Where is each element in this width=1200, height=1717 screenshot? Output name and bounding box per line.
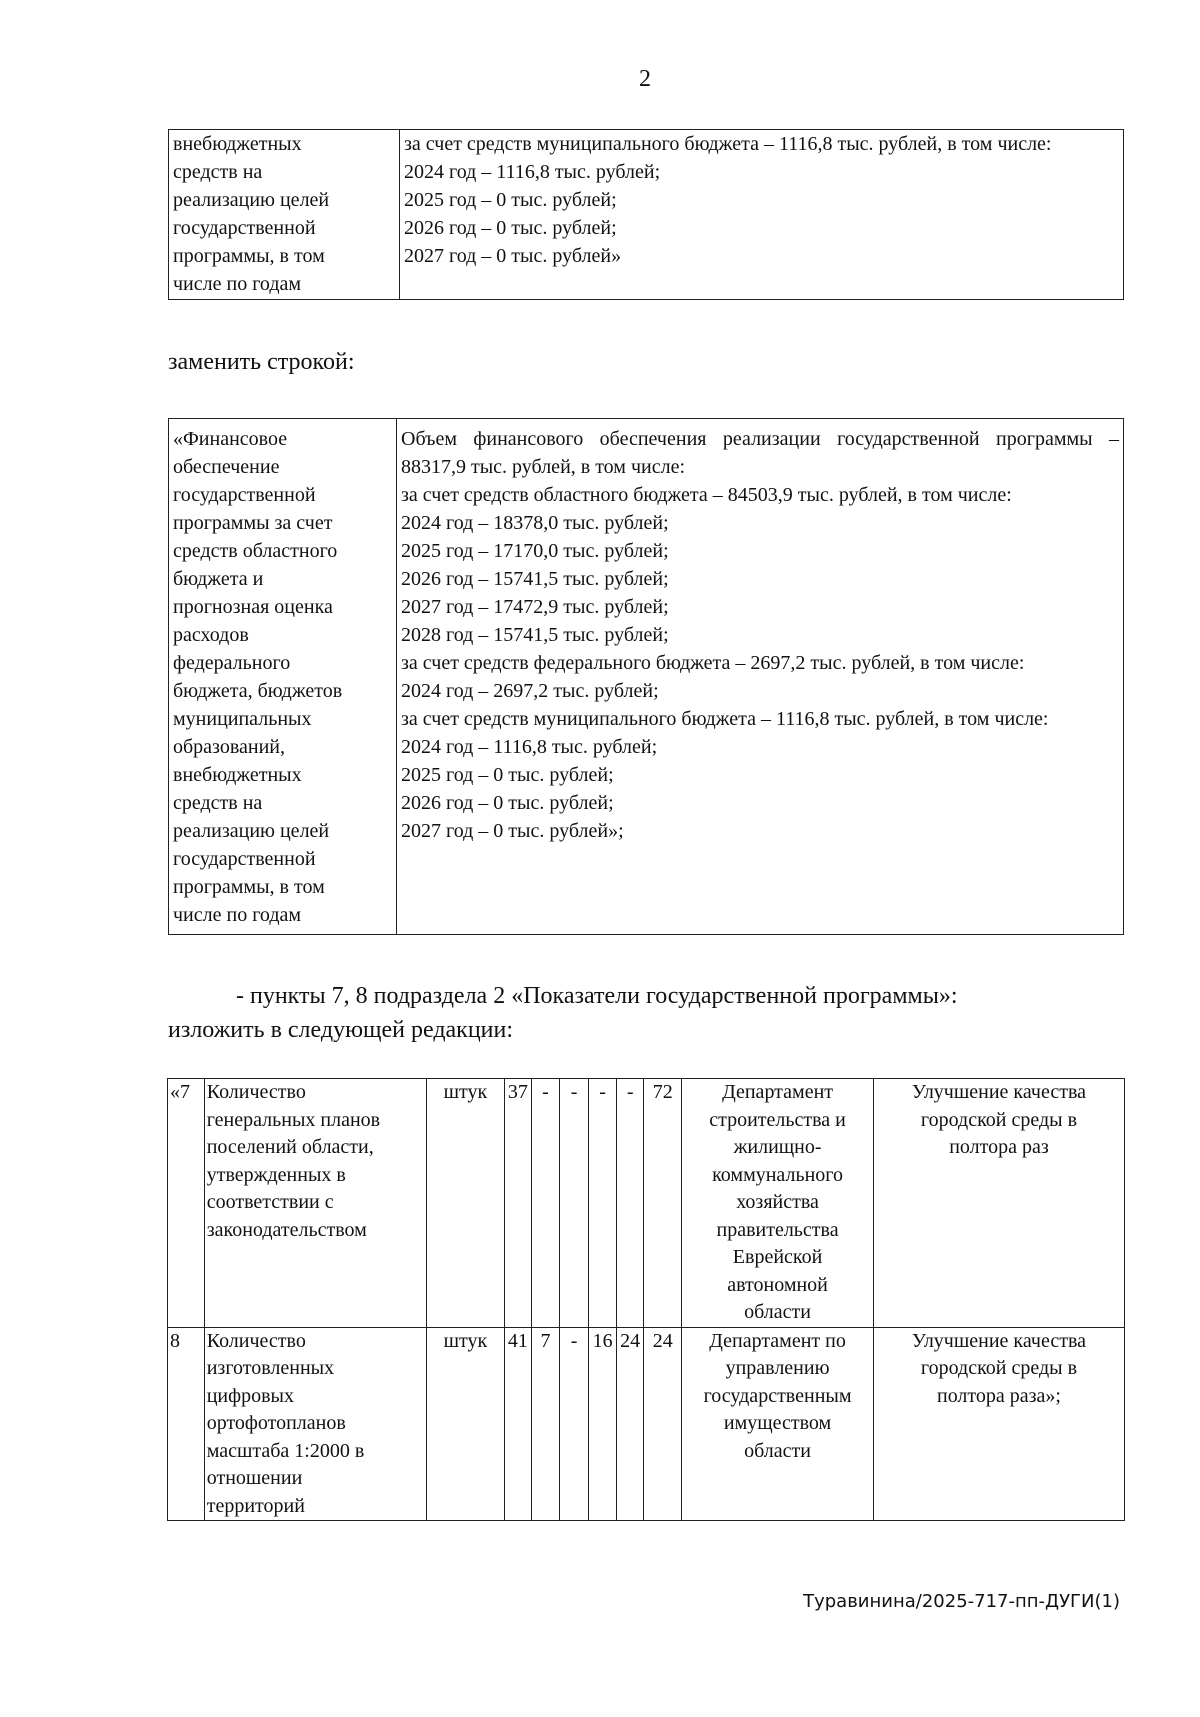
responsible-line: управлению	[725, 1357, 830, 1379]
value-cell: 16	[589, 1327, 617, 1521]
value-line: за счет средств муниципального бюджета – 1116,8 тыс. рублей, в том числе:	[401, 708, 1049, 730]
name-line: ортофотопланов	[206, 1412, 346, 1434]
responsible-line: государственным	[703, 1384, 852, 1407]
result-cell	[873, 1079, 1124, 1328]
label-line: реализацию целей	[173, 820, 330, 842]
label-line: числе по годам	[173, 904, 302, 926]
unit-cell: штук	[427, 1079, 505, 1328]
value-line: 2026 год – 0 тыс. рублей;	[401, 792, 614, 814]
value-cell: 7	[532, 1327, 560, 1521]
responsible-cell	[682, 1327, 874, 1521]
table-row	[168, 1327, 1125, 1521]
value-cell: -	[616, 1079, 644, 1328]
value-line: 2025 год – 17170,0 тыс. рублей;	[401, 540, 669, 562]
result-cell	[873, 1327, 1124, 1521]
value-line: 2027 год – 17472,9 тыс. рублей;	[401, 596, 669, 618]
amendment-paragraph	[168, 979, 1128, 1047]
label-line: государственной	[173, 217, 316, 239]
value-line: за счет средств областного бюджета – 84503,9 тыс. рублей, в том числе:	[401, 484, 1012, 506]
value-cell: -	[589, 1079, 617, 1328]
value-line: 2027 год – 0 тыс. рублей»	[404, 245, 622, 267]
table-row	[169, 419, 1124, 935]
label-line: внебюджетных	[173, 133, 302, 155]
value-line: за счет средств муниципального бюджета – 1116,8 тыс. рублей, в том числе:	[404, 133, 1052, 155]
result-line: Улучшение качества	[911, 1081, 1087, 1103]
value-line: за счет средств федерального бюджета – 2697,2 тыс. рублей, в том числе:	[401, 652, 1025, 674]
row-number: «7	[168, 1079, 205, 1328]
value-line: 2024 год – 1116,8 тыс. рублей;	[404, 161, 661, 183]
label-line: числе по годам	[173, 273, 302, 295]
budget-table-old	[168, 129, 1124, 300]
row-value-cell	[397, 419, 1124, 935]
value-line: 2028 год – 15741,5 тыс. рублей;	[401, 624, 669, 646]
indicator-name	[204, 1079, 426, 1328]
value-cell: -	[559, 1327, 589, 1521]
name-line: отношении	[206, 1467, 303, 1489]
value-line: 2024 год – 1116,8 тыс. рублей;	[401, 736, 658, 758]
label-line: программы, в том	[173, 245, 325, 267]
label-line: государственной	[173, 848, 316, 870]
responsible-line: хозяйства	[736, 1191, 819, 1213]
name-line: изготовленных	[206, 1357, 335, 1379]
value-line: 2025 год – 0 тыс. рублей;	[404, 189, 617, 211]
responsible-line: Еврейской	[732, 1246, 823, 1268]
label-line: бюджета, бюджетов	[173, 680, 343, 702]
value-line: 2026 год – 0 тыс. рублей;	[404, 217, 617, 239]
name-line: утвержденных в	[206, 1163, 346, 1186]
name-line: законодательством	[206, 1218, 367, 1241]
name-line: Количество	[206, 1081, 306, 1103]
label-line: бюджета и	[173, 568, 264, 590]
row-label-cell	[169, 419, 397, 935]
name-line: Количество	[206, 1329, 306, 1352]
label-line: средств на	[173, 792, 263, 814]
value-cell: -	[559, 1079, 589, 1328]
label-line: прогнозная оценка	[173, 596, 333, 618]
name-line: цифровых	[206, 1384, 294, 1407]
name-line: поселений области,	[206, 1136, 374, 1158]
value-cell: -	[532, 1079, 560, 1328]
indicator-name	[204, 1327, 426, 1521]
table-row	[168, 1079, 1125, 1328]
label-line: средств областного	[173, 540, 338, 562]
replace-instruction: заменить строкой:	[168, 349, 355, 375]
result-line: городской среды в	[920, 1357, 1078, 1379]
label-line: расходов	[173, 624, 249, 646]
document-code: Туравинина/2025-717-пп-ДУГИ(1)	[803, 1591, 1120, 1612]
value-cell: 24	[616, 1327, 644, 1521]
budget-table-new	[168, 418, 1124, 935]
responsible-line: Департамент по	[709, 1329, 846, 1352]
name-line: генеральных планов	[206, 1108, 381, 1131]
label-line: «Финансовое	[173, 428, 288, 450]
row-number: 8	[168, 1327, 205, 1521]
value-line: 2027 год – 0 тыс. рублей»;	[401, 820, 624, 842]
table-row	[169, 130, 1124, 300]
label-line: образований,	[173, 736, 286, 758]
unit-cell: штук	[427, 1327, 505, 1521]
responsible-cell	[682, 1079, 874, 1328]
responsible-line: коммунального	[712, 1163, 843, 1186]
value-cell: 37	[504, 1079, 532, 1328]
paragraph-line: - пункты 7, 8 подраздела 2 «Показатели государственной программы»:	[236, 983, 958, 1009]
paragraph-line: изложить в следующей редакции:	[168, 1017, 514, 1043]
label-line: государственной	[173, 484, 316, 506]
responsible-line: имуществом	[723, 1412, 832, 1434]
label-line: федерального	[173, 652, 291, 674]
label-line: программы, в том	[173, 876, 325, 898]
responsible-line: правительства	[716, 1218, 839, 1241]
value-cell: 24	[644, 1327, 682, 1521]
value-cell: 72	[644, 1079, 682, 1328]
value-line: 2025 год – 0 тыс. рублей;	[401, 764, 614, 786]
label-line: программы за счет	[173, 512, 333, 534]
name-line: территорий	[206, 1494, 305, 1517]
name-line: соответствии с	[206, 1191, 334, 1213]
row-value-cell	[400, 130, 1124, 300]
responsible-line: области	[744, 1439, 811, 1462]
responsible-line: автономной	[727, 1273, 828, 1296]
value-line: 2024 год – 2697,2 тыс. рублей;	[401, 680, 659, 702]
page-number: 2	[639, 66, 651, 92]
result-line: полтора раза»;	[936, 1384, 1061, 1407]
responsible-line: жилищно-	[733, 1136, 822, 1158]
result-line: городской среды в	[920, 1108, 1078, 1131]
row-label-cell	[169, 130, 400, 300]
label-line: обеспечение	[173, 456, 280, 478]
value-line: 2024 год – 18378,0 тыс. рублей;	[401, 512, 669, 534]
value-cell: 41	[504, 1327, 532, 1521]
label-line: реализацию целей	[173, 189, 330, 211]
name-line: масштаба 1:2000 в	[206, 1439, 365, 1462]
responsible-line: строительства и	[709, 1108, 846, 1131]
responsible-line: Департамент	[722, 1081, 834, 1103]
label-line: средств на	[173, 161, 263, 183]
value-line: 2026 год – 15741,5 тыс. рублей;	[401, 568, 669, 590]
result-line: Улучшение качества	[911, 1329, 1087, 1352]
responsible-line: области	[744, 1301, 811, 1323]
result-line: полтора раз	[949, 1136, 1049, 1158]
indicators-table	[167, 1078, 1125, 1521]
label-line: внебюджетных	[173, 764, 302, 786]
value-line: Объем финансового обеспечения реализации государственной программы – 88317,9 тыс. рублей, в том числе:	[401, 428, 1119, 478]
label-line: муниципальных	[173, 708, 312, 730]
